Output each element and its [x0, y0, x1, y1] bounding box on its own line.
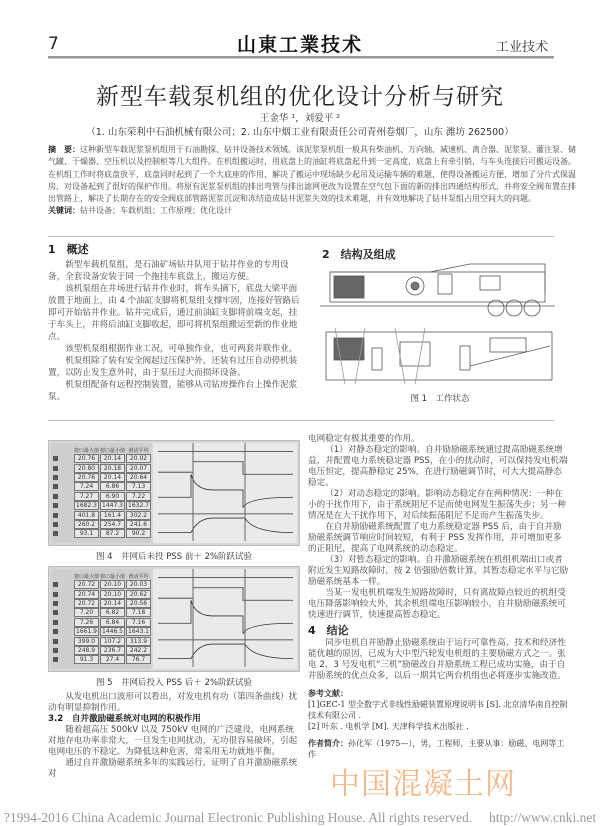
- reference-item: [1]GEC-1 型全数字式非线性励磁装置原理说明书 [S]. 北京清华南自控制技术有限公司 .: [308, 700, 568, 720]
- watermark: 中国混凝土网: [330, 767, 516, 802]
- value-cell: 302.2: [126, 511, 151, 520]
- value-cell: 20.62: [126, 590, 151, 599]
- channel-checkbox[interactable]: [53, 503, 58, 508]
- value-row: [51, 510, 151, 519]
- section-3-2-title: 3.2 自并激励磁系统对电网的积极作用: [48, 714, 201, 724]
- paragraph: 该型机泵组根据作业工况，可单独作业，也可两套并联作业。: [65, 344, 298, 354]
- value-cell: 91.3: [74, 655, 99, 664]
- paragraph: 从发电机出口波形可以看出，对发电机有功（第四条曲线）扰动有明显抑制作用。: [48, 692, 298, 713]
- value-cell: 20.03: [126, 580, 151, 589]
- value-row: [51, 482, 151, 491]
- value-cell: 6.84: [100, 618, 125, 627]
- value-cell: 20.14: [100, 599, 125, 608]
- value-cell: 1682.3: [76, 502, 97, 510]
- value-row: [51, 655, 151, 664]
- value-cell: 20.64: [126, 473, 151, 482]
- panel-headers: [51, 569, 151, 580]
- value-cell: 20.10: [100, 590, 125, 599]
- paragraph: 通过自并激励磁系统多年的实践运行，证明了自并激励磁系统对: [48, 758, 298, 779]
- value-row: [51, 520, 151, 529]
- abstract-text: 这种新型车载泥浆泵机组用于石油勘探、钻井设备技术领域。该泥浆泵机组一般具有柴油机、万向轴、减速机、离合器、泥浆泵、灌注泵、储气罐、干燥器、空压机以及控制柜等几大组件。在机组搬运时，用底盘上的油缸将底盘起升到一定高度，底盘上有牵引销，与车头连接后可搬运设备。在机组工作时将底盘放平，底盘同时起到了一个大底座的作用，解决了搬运中现场缺少起吊及运输车辆的难题，使得设备搬运方便，增加了分片式保温房，对设备起到了很好的保护作用。将原有泥浆泵机组的排出弯管与排出滤网更改为设置在空气包下面的新的排出四通结构形式，并将安全阀布置在排出管路上，解决了长期存在的安全阀底部管路泥浆沉淀和冻结造成钻井泥浆失效的技术难题，并有效地解决了钻井泵组占用空间大的问题。: [48, 145, 576, 204]
- value-cell: 107.2: [100, 637, 125, 646]
- divider: [48, 420, 554, 421]
- value-cell: 20.14: [100, 454, 125, 463]
- section-1: [48, 244, 300, 403]
- trace: [158, 518, 293, 533]
- channel-checkbox[interactable]: [53, 601, 58, 606]
- trace: [158, 600, 293, 633]
- channel-checkbox[interactable]: [53, 648, 58, 653]
- authors: 王金华 ¹，刘爱平 ²: [259, 113, 341, 124]
- figure-5-caption: 图 5 井网后投入 PSS 后＋ 2%阶跃试验: [95, 678, 253, 688]
- value-cell: 20.18: [100, 464, 125, 473]
- value-cell: 20.02: [126, 454, 151, 463]
- value-cell: 242.2: [126, 646, 151, 655]
- paragraph: 在自并励励磁系统配置了电力系统稳定器 PSS 后，由于自并励励磁系统调节响应时间较短，有利于 PSS 发挥作用，并可增加更多的正阻尼，提高了电网系统的动态稳定。: [308, 522, 562, 554]
- value-cell: 20.72: [74, 599, 99, 608]
- trace: [158, 462, 293, 475]
- channel-checkbox[interactable]: [53, 494, 58, 499]
- value-cell: 6.90: [100, 492, 125, 501]
- trace: [158, 644, 293, 659]
- channel-checkbox[interactable]: [53, 610, 58, 615]
- author-bio-text: 孙化军（1975—），男，工程师，主要从事：励磁、电网等工作: [308, 739, 565, 759]
- copyright-footer: ?1994-2016 China Academic Journal Electronic Publishing House. All rights reserved. http://www.cnki.net: [3, 810, 597, 825]
- paragraph: （2）对动态稳定的影响。影响动态稳定存在两种情况：一种在小的干扰作用下，由于系统阻尼不足而使电网发生振荡失步；另一种情况是在大干扰作用下，对后续振荡阻尼不足而产生振荡失步。: [308, 489, 566, 521]
- figure-4-caption: 图 4 井网后未投 PSS 前＋ 2%阶跃试验: [95, 552, 253, 562]
- divider: [48, 236, 554, 237]
- value-cell: 27.4: [100, 655, 125, 664]
- paragraph: 该机泵组在井场进行钻井作业时，将车头摘下，底盘大梁平面放置于地面上，由 4 个油缸支脚将机泵组支撑牢固，连接好管路后即可开始钻井作业。钻井完成后，通过前油缸支脚将前端支起，挂于车头上，并将后油缸支脚收起，即可将机泵组搬运至新的作业地点。: [48, 284, 300, 342]
- paragraph: 当某一发电机机端发生短路故障时，只有离故障点较近的机组受电压降落影响较大外，其余机组端电压影响较小，自并励励磁系统可快速进行调节，快速提高暂态稳定。: [308, 588, 566, 620]
- value-cell: 1661.9: [76, 628, 97, 636]
- value-cell: 6.86: [100, 482, 125, 491]
- paragraph: 机泵组除了装有安全阀起过压保护外，还装有过压自动停机装置，以防止发生意外时，由于泵压过大而损坏设备。: [48, 356, 298, 378]
- article-title: 新型车载泵机组的优化设计分析与研究: [96, 84, 504, 110]
- value-cell: 248.9: [74, 646, 99, 655]
- page-number: 7: [48, 34, 59, 54]
- value-cell: 90.2: [126, 529, 151, 538]
- paragraph: 随着超高压 500kV 以及 750kV 电网的广泛建设，电网系统对地存电功率非常大，一旦发生电网扰动，无功很容易破坏，引起电网电压的不稳定。为降低这种危害，常采用无功就地平衡。: [48, 725, 298, 757]
- value-cell: 7.18: [126, 608, 151, 617]
- value-cell: 7.22: [126, 492, 151, 501]
- keywords-label: 关键词：: [48, 206, 80, 216]
- value-row: [51, 529, 151, 538]
- trace: [158, 588, 293, 601]
- value-cell: 1632.7: [128, 502, 149, 510]
- value-row: [51, 608, 151, 617]
- channel-checkbox[interactable]: [53, 620, 58, 625]
- value-cell: 20.76: [74, 454, 99, 463]
- value-cell: 20.56: [126, 599, 151, 608]
- channel-checkbox[interactable]: [53, 639, 58, 644]
- figure-4-plot: [153, 443, 297, 543]
- value-row: [51, 501, 151, 510]
- section-4-title: 4 结论: [308, 624, 349, 637]
- lower-left-text: [48, 692, 300, 780]
- value-row: [51, 627, 151, 636]
- section-1-title: 1 概述: [48, 243, 89, 256]
- value-cell: 20.10: [100, 580, 125, 589]
- paragraph: （1）对静态稳定的影响。自并励励磁系统通过提高励磁系统增益，并配置电力系统稳定器 PSS，在小的扰动时，可以保持发电机端电压恒定，提高静稳定 25%，在进行励磁调节时，可大大提高静态稳定。: [308, 445, 568, 488]
- channel-checkbox[interactable]: [53, 513, 58, 518]
- channel-checkbox[interactable]: [53, 629, 58, 634]
- value-cell: 1446.5: [102, 628, 123, 636]
- value-cell: 7.26: [74, 618, 99, 627]
- value-cell: 20.80: [74, 464, 99, 473]
- figure-4-value-panel: [51, 443, 151, 543]
- value-row: [51, 646, 151, 655]
- header-rule: [48, 56, 554, 59]
- figure-5-value-panel: [51, 569, 151, 669]
- channel-checkbox[interactable]: [53, 456, 58, 461]
- journal-logo: 山東工業技术: [236, 34, 363, 56]
- lower-right-text: [308, 434, 570, 760]
- value-cell: 161.4: [100, 511, 125, 520]
- value-row: [51, 636, 151, 645]
- figure-1-caption: 图 1 工作状态: [410, 394, 470, 404]
- value-cell: 7.13: [126, 482, 151, 491]
- value-cell: 20.72: [74, 580, 99, 589]
- keywords: [48, 205, 578, 217]
- value-cell: 7.20: [74, 608, 99, 617]
- value-cell: 313.9: [126, 637, 151, 646]
- panel-header: 窗口最小值: [100, 573, 126, 580]
- value-cell: 6.82: [100, 608, 125, 617]
- value-row: [51, 599, 151, 608]
- value-cell: 1643.1: [128, 628, 149, 636]
- channel-checkbox[interactable]: [53, 466, 58, 471]
- channel-checkbox[interactable]: [53, 484, 58, 489]
- value-cell: 87.2: [100, 529, 125, 538]
- paragraph: （3）对暂态稳定的影响。自并激励磁系统在机组机端出口或者附近发生短路故障时，按 2 倍强励倍数计算，其暂态稳定水平与它励励磁系统基本一样。: [308, 555, 569, 587]
- trace: [158, 474, 293, 507]
- value-cell: 401.8: [74, 511, 99, 520]
- panel-header: 窗口最小值: [100, 447, 126, 454]
- references-title: 参考文献：: [308, 688, 348, 698]
- panel-header: 窗口最大值: [74, 573, 100, 580]
- value-cell: 7.24: [74, 482, 99, 491]
- channel-checkbox[interactable]: [53, 592, 58, 597]
- value-row: [51, 589, 151, 598]
- author-bio: [308, 738, 570, 760]
- value-cell: 76.7: [126, 655, 151, 664]
- value-cell: 20.76: [74, 473, 99, 482]
- paragraph: 机泵组配备有远程控制装置，能够从司钻房操作台上操作泥浆泵。: [48, 380, 298, 402]
- value-cell: 7.16: [126, 618, 151, 627]
- section-2-title: 2 结构及组成: [322, 248, 396, 261]
- value-row: [51, 454, 151, 463]
- section-tag: 工业技术: [495, 40, 548, 55]
- value-cell: 241.6: [126, 520, 151, 529]
- value-cell: 20.14: [100, 473, 125, 482]
- figure-4: [48, 440, 300, 546]
- value-cell: 7.27: [74, 492, 99, 501]
- value-cell: 20.07: [126, 464, 151, 473]
- panel-header: 窗口最大值: [74, 447, 100, 454]
- value-row: [51, 463, 151, 472]
- reference-item: [2] 叶东 . 电机学 [M]. 天津科学技术出版社 .: [308, 722, 469, 731]
- abstract-block: [48, 144, 578, 218]
- channel-checkbox[interactable]: [53, 475, 58, 480]
- paragraph: 同步电机自并励静止励磁系统由于运行可靠性高、技术和经济性能优越的原因，已成为大中型汽轮发电机组的主要励磁方式之一。张电 2、3 号发电机“三机”励磁改自并励系统工程已成功实施，由于自并励系统的优点众多，以后一期其它两台机组也必将逐步实施改造。: [308, 638, 566, 681]
- value-row: [51, 618, 151, 627]
- abstract: [48, 144, 578, 205]
- figure-5-plot: [153, 569, 297, 669]
- value-cell: 254.7: [100, 520, 125, 529]
- figure-1-diagram: [320, 262, 560, 388]
- panel-header: 滑动平均: [128, 573, 149, 580]
- channel-checkbox[interactable]: [53, 582, 58, 587]
- value-cell: 399.0: [74, 637, 99, 646]
- channel-checkbox[interactable]: [53, 522, 58, 527]
- author-bio-label: 作者简介：: [308, 738, 348, 748]
- panel-headers: [51, 443, 151, 454]
- channel-checkbox[interactable]: [53, 531, 58, 536]
- paragraph: 新型车载机泵组，是石油矿场钻井队用于钻井作业的专用设备，全套设备安装于同一个拖挂车底盘上，搬运方便。: [48, 260, 289, 282]
- value-cell: 20.74: [74, 590, 99, 599]
- figure-5: [48, 566, 300, 672]
- keywords-text: 钻井设备；车载机组；工作原理；优化设计: [80, 206, 232, 216]
- value-cell: 93.1: [74, 529, 99, 538]
- abstract-label: 摘 要：: [48, 145, 80, 154]
- affiliation: （1. 山东荣利中石油机械有限公司；2. 山东中烟工业有限责任公司青州卷烟厂，山东 潍坊 262500）: [86, 127, 514, 138]
- value-cell: 260.2: [74, 520, 99, 529]
- value-row: [51, 492, 151, 501]
- value-cell: 236.7: [100, 646, 125, 655]
- paragraph: 电网稳定有极其重要的作用。: [308, 434, 420, 444]
- value-row: [51, 473, 151, 482]
- value-cell: 1447.3: [102, 502, 123, 510]
- panel-header: 滑动平均: [128, 447, 149, 454]
- value-row: [51, 580, 151, 589]
- channel-checkbox[interactable]: [53, 657, 58, 662]
